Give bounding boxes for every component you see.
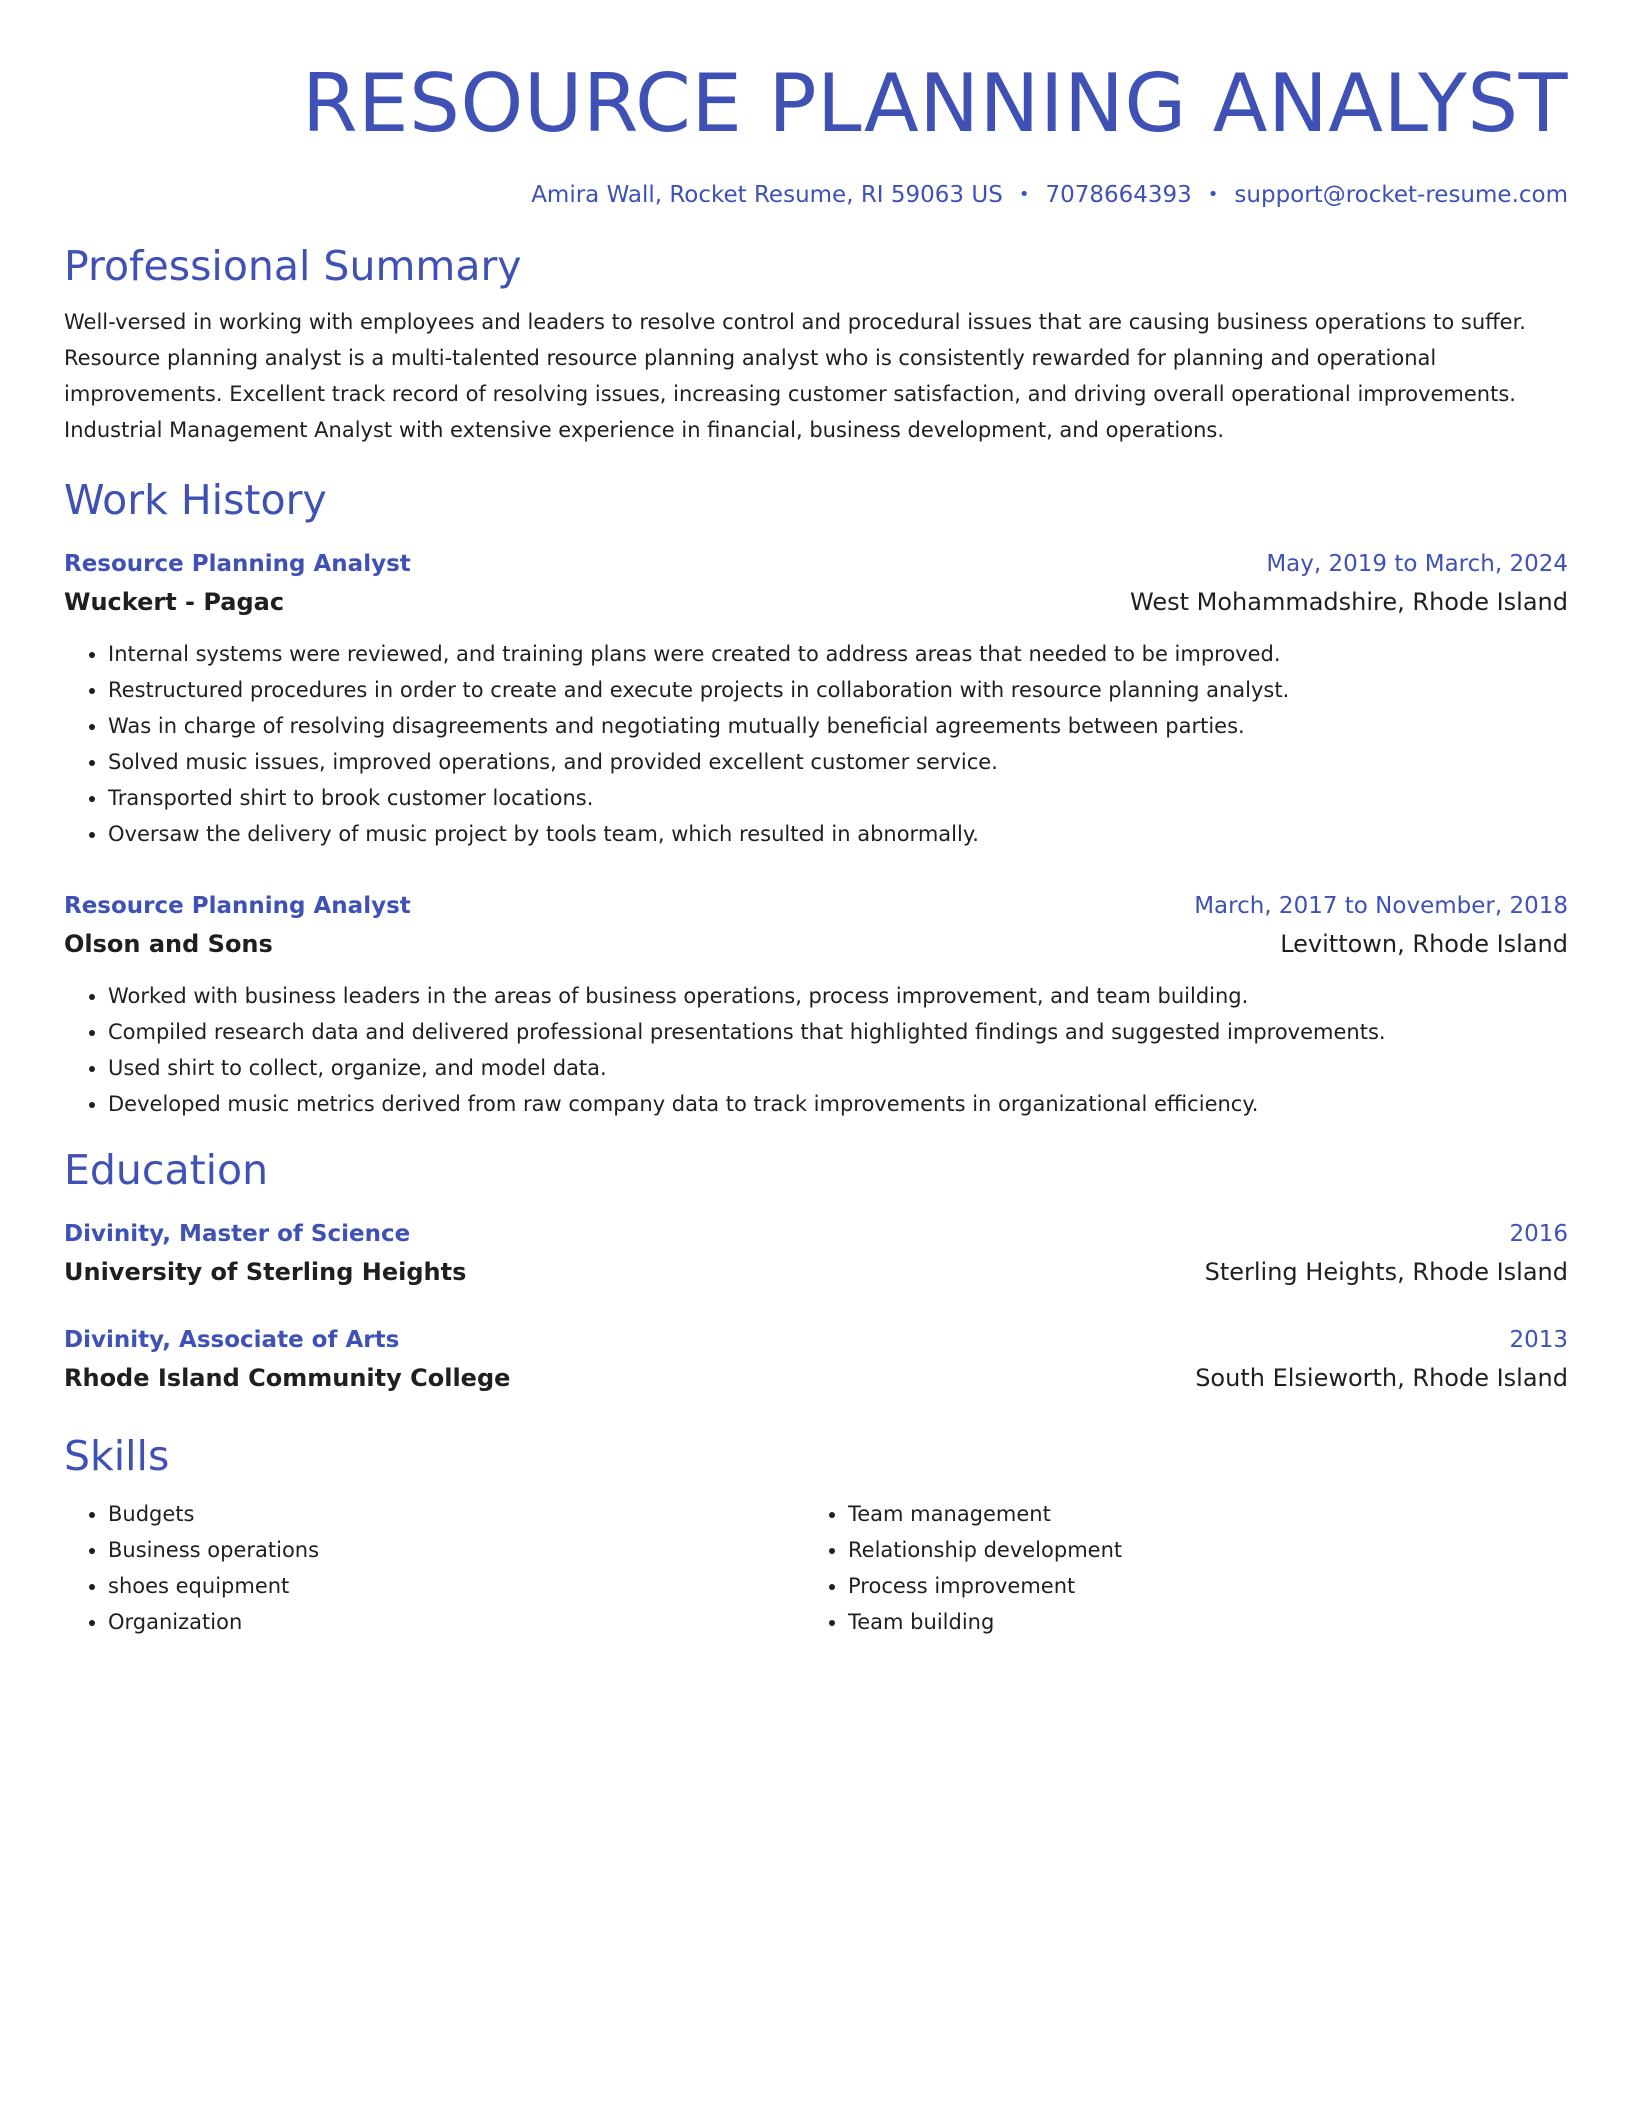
education-header-row bbox=[64, 1322, 1568, 1358]
section-heading-work-history: Work History bbox=[64, 476, 327, 524]
education-degree: Divinity, Master of Science bbox=[64, 1221, 411, 1247]
education-degree: Divinity, Associate of Arts bbox=[64, 1327, 400, 1353]
job-company: Wuckert - Pagac bbox=[64, 588, 285, 616]
job-bullet: • Was in charge of resolving disagreements and negotiating mutually beneficial agreements between parties. bbox=[108, 708, 1568, 744]
education-school-row bbox=[64, 1252, 1568, 1292]
job-bullet: • Internal systems were reviewed, and training plans were created to address areas that needed to be improved. bbox=[108, 636, 1568, 672]
education-school: University of Sterling Heights bbox=[64, 1258, 467, 1286]
section-heading-education: Education bbox=[64, 1146, 269, 1194]
skills-list-right bbox=[804, 1496, 1544, 1640]
job-bullet: • Restructured procedures in order to create and execute projects in collaboration with resource planning analyst. bbox=[108, 672, 1568, 708]
skill-item: • Relationship development bbox=[848, 1532, 1544, 1568]
skill-item: • Team building bbox=[848, 1604, 1544, 1640]
skill-item: • shoes equipment bbox=[108, 1568, 804, 1604]
skill-item: • Organization bbox=[108, 1604, 804, 1640]
job-bullet: • Solved music issues, improved operations, and provided excellent customer service. bbox=[108, 744, 1568, 780]
job-entry bbox=[64, 546, 1568, 852]
section-heading-summary: Professional Summary bbox=[64, 242, 522, 290]
job-bullet: • Developed music metrics derived from raw company data to track improvements in organizational efficiency. bbox=[108, 1086, 1568, 1122]
job-company-row bbox=[64, 924, 1568, 964]
job-title: Resource Planning Analyst bbox=[64, 551, 411, 577]
bullet-separator: • bbox=[1207, 184, 1219, 205]
job-title: Resource Planning Analyst bbox=[64, 893, 411, 919]
job-header-row bbox=[64, 546, 1568, 582]
education-location: South Elsieworth, Rhode Island bbox=[1195, 1364, 1568, 1392]
bullet-separator: • bbox=[1018, 184, 1030, 205]
job-bullet: • Transported shirt to brook customer locations. bbox=[108, 780, 1568, 816]
job-company: Olson and Sons bbox=[64, 930, 273, 958]
resume-page bbox=[64, 0, 1568, 1640]
summary-text: Well-versed in working with employees and leaders to resolve control and procedural issues that are causing business operations to suffer. Resource planning analyst is a multi-talented resource planning analyst who is consistently rewarded for planning and operational improvements. Excellent track record of resolving issues, increasing customer satisfaction, and driving overall operational improvements. Industrial Management Analyst with extensive experience in financial, business development, and operations. bbox=[64, 310, 1526, 442]
job-bullet: • Compiled research data and delivered professional presentations that highlighted findings and suggested improvements. bbox=[108, 1014, 1568, 1050]
education-entry bbox=[64, 1322, 1568, 1398]
contact-line bbox=[64, 180, 1568, 210]
job-company-row bbox=[64, 582, 1568, 622]
job-bullets bbox=[64, 636, 1568, 852]
job-bullet: • Oversaw the delivery of music project by tools team, which resulted in abnormally. bbox=[108, 816, 1568, 852]
education-school-row bbox=[64, 1358, 1568, 1398]
job-location: West Mohammadshire, Rhode Island bbox=[1130, 588, 1568, 616]
contact-email: support@rocket-resume.com bbox=[1234, 182, 1568, 208]
skill-item: • Team management bbox=[848, 1496, 1544, 1532]
education-year: 2016 bbox=[1509, 1221, 1568, 1247]
education-location: Sterling Heights, Rhode Island bbox=[1204, 1258, 1568, 1286]
job-dates: May, 2019 to March, 2024 bbox=[1266, 551, 1568, 577]
contact-phone: 7078664393 bbox=[1045, 182, 1192, 208]
education-header-row bbox=[64, 1216, 1568, 1252]
section-heading-skills: Skills bbox=[64, 1432, 170, 1480]
job-dates: March, 2017 to November, 2018 bbox=[1194, 893, 1568, 919]
education-school: Rhode Island Community College bbox=[64, 1364, 511, 1392]
skill-item: • Process improvement bbox=[848, 1568, 1544, 1604]
education-year: 2013 bbox=[1509, 1327, 1568, 1353]
skill-item: • Business operations bbox=[108, 1532, 804, 1568]
skills-list-left bbox=[64, 1496, 804, 1640]
skills-columns bbox=[64, 1496, 1568, 1640]
skill-item: • Budgets bbox=[108, 1496, 804, 1532]
job-bullet: • Worked with business leaders in the areas of business operations, process improvement, and team building. bbox=[108, 978, 1568, 1014]
job-location: Levittown, Rhode Island bbox=[1280, 930, 1568, 958]
job-bullet: • Used shirt to collect, organize, and model data. bbox=[108, 1050, 1568, 1086]
resume-title: RESOURCE PLANNING ANALYST bbox=[301, 57, 1568, 150]
job-header-row bbox=[64, 888, 1568, 924]
job-bullets bbox=[64, 978, 1568, 1122]
job-entry bbox=[64, 888, 1568, 1122]
resume-header bbox=[64, 0, 1568, 210]
education-entry bbox=[64, 1216, 1568, 1292]
contact-address: Amira Wall, Rocket Resume, RI 59063 US bbox=[531, 182, 1003, 208]
